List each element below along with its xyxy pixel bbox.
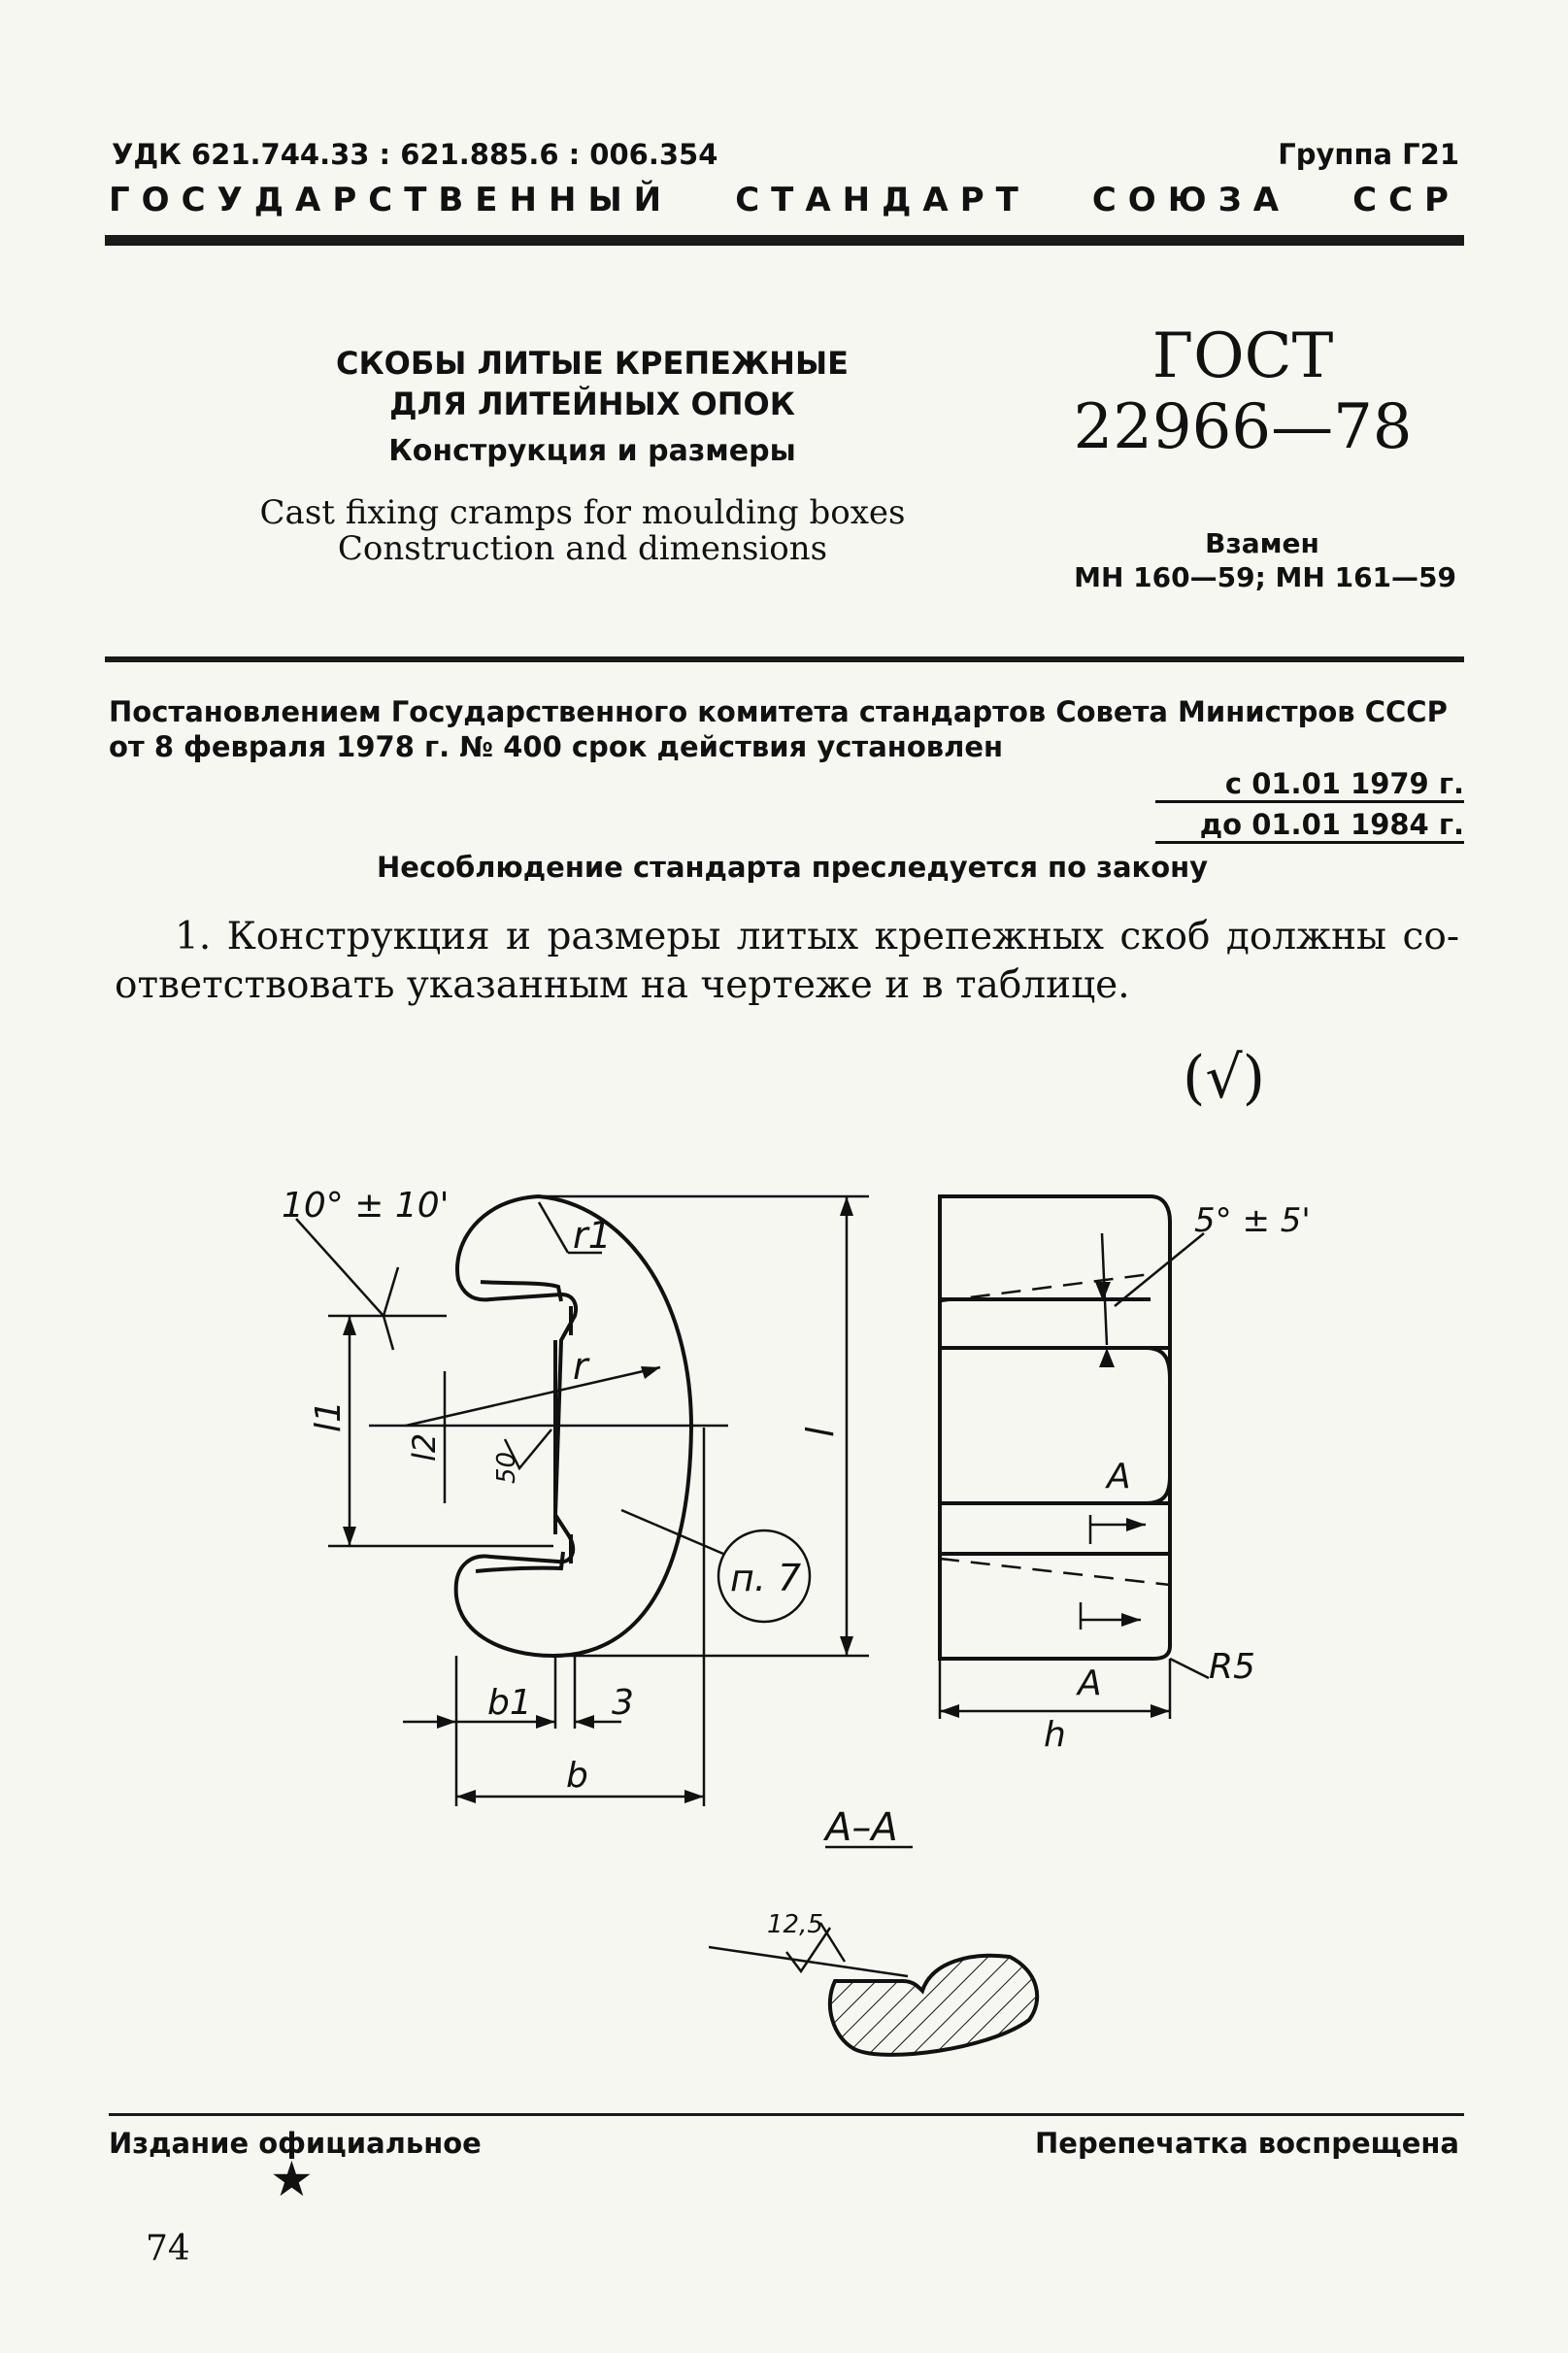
label-note: п. 7 [730, 1557, 802, 1599]
label-b1: b1 [487, 1683, 532, 1723]
english-title-1: Cast fixing cramps for moulding boxes [259, 493, 906, 532]
replaces-label: Взамен [1205, 527, 1319, 559]
label-l: l [799, 1427, 842, 1437]
label-h: h [1044, 1715, 1066, 1755]
footer-rule [109, 2113, 1464, 2116]
replaces-value: МН 160—59; МН 161—59 [1074, 561, 1456, 593]
label-angle-5: 5° ± 5' [1194, 1201, 1311, 1240]
side-view-outline [940, 1196, 1170, 1659]
group-code: Группа Г21 [1278, 138, 1459, 171]
english-title-2: Construction and dimensions [337, 529, 828, 568]
label-a-bottom: A [1078, 1664, 1102, 1703]
label-l1: l1 [309, 1400, 349, 1432]
udc-code: УДК 621.744.33 : 621.885.6 : 006.354 [112, 138, 718, 171]
label-50: 50 [492, 1451, 521, 1484]
decree-line-1: Постановлением Государственного комитета стандартов Совета Министров СССР [109, 695, 1448, 728]
valid-from: с 01.01 1979 г. [1155, 767, 1464, 803]
label-section-aa: А–А [825, 1805, 898, 1850]
label-a-top: A [1107, 1457, 1131, 1496]
legal-warning: Несоблюдение стандарта преследуется по закону [377, 851, 1209, 884]
title-line-2: ДЛЯ ЛИТЕЙНЫХ ОПОК [389, 386, 795, 422]
clause-1-line-2: ответствовать указанным на чертеже и в таблице. [115, 963, 1130, 1007]
decree-line-2: от 8 февраля 1978 г. № 400 срок действия установлен [109, 730, 1004, 763]
valid-to: до 01.01 1984 г. [1155, 808, 1464, 844]
title-subtitle: Конструкция и размеры [388, 434, 796, 468]
label-r5: R5 [1209, 1647, 1255, 1687]
state-standard-word: ССР [1352, 181, 1460, 219]
gost-label: ГОСТ [1151, 320, 1334, 392]
star-icon: ★ [270, 2151, 314, 2207]
clause-1-line-1: 1. Конструкция и размеры литых крепежных скоб должны со- [175, 915, 1459, 958]
state-standard-word: СТАНДАРТ [735, 181, 1030, 219]
label-3: 3 [612, 1683, 634, 1723]
reprint-prohibited: Перепечатка воспрещена [1035, 2127, 1459, 2160]
label-r1: r1 [573, 1214, 612, 1257]
page-number: 74 [146, 2229, 190, 2269]
gost-number: 22966—78 [1073, 391, 1413, 463]
label-b: b [566, 1756, 588, 1796]
official-edition: Издание официальное [109, 2127, 482, 2160]
title-line-1: СКОБЫ ЛИТЫЕ КРЕПЕЖНЫЕ [336, 345, 849, 382]
label-angle-10: 10° ± 10' [282, 1186, 450, 1226]
label-r: r [573, 1345, 588, 1388]
state-standard-word: СОЮЗА [1091, 181, 1291, 219]
label-l2: l2 [406, 1432, 443, 1462]
roughness-mark: (√) [1183, 1044, 1266, 1112]
label-12-5: 12,5 [767, 1910, 823, 1939]
state-standard-word: ГОСУДАРСТВЕННЫЙ [109, 181, 674, 219]
